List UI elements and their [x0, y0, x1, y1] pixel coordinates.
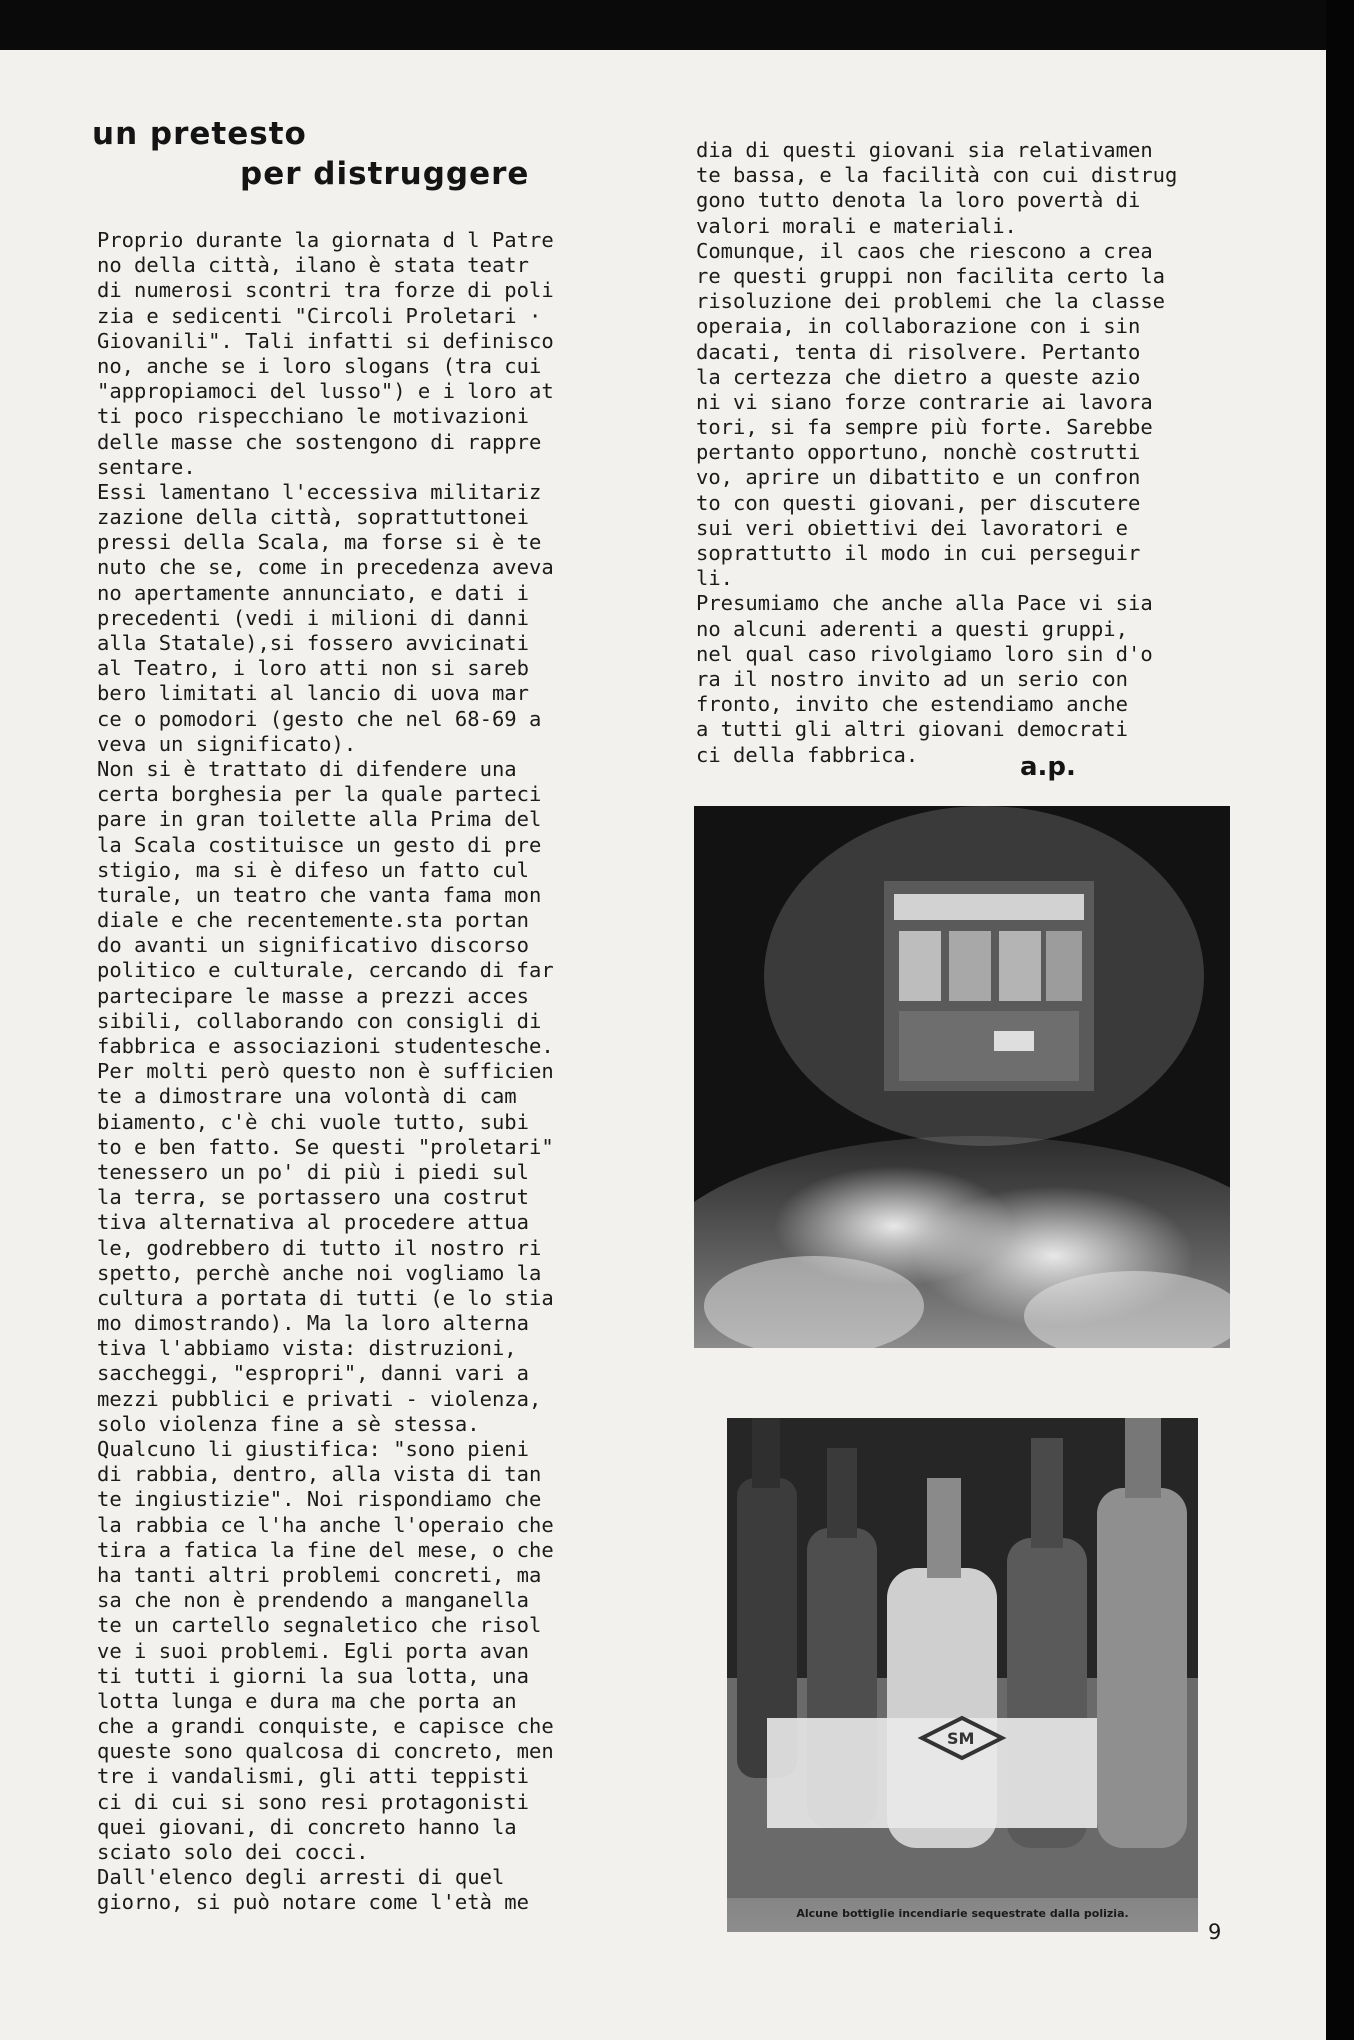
left-column-line: certa borghesia per la quale parteci [97, 782, 542, 807]
left-column-line: fabbrica e associazioni studentesche. [97, 1034, 554, 1058]
left-column-line: te un cartello segnaletico che risol [97, 1613, 542, 1638]
magazine-page [0, 50, 1326, 2040]
left-column-line: lotta lunga e dura ma che porta an [97, 1688, 517, 1713]
bottles-photo [727, 1418, 1198, 1932]
left-column-line: tira a fatica la fine del mese, o che [97, 1537, 554, 1562]
left-column-line: mezzi pubblici e privati - violenza, [97, 1386, 542, 1411]
svg-text:SM: SM [947, 1729, 975, 1748]
left-column-line: spetto, perchè anche noi vogliamo la [97, 1260, 542, 1285]
left-column-line: al Teatro, i loro atti non si sareb [97, 656, 529, 681]
right-column-line: ni vi siano forze contrarie ai lavora [696, 389, 1153, 414]
left-column-line: ti tutti i giorni la sua lotta, una [97, 1663, 529, 1688]
left-column-line: delle masse che sostengono di rappre [97, 429, 542, 454]
left-column-line: cultura a portata di tutti (e lo stia [97, 1285, 554, 1310]
right-column-line: ci della fabbrica. [696, 742, 919, 767]
left-column-line: alla Statale),si fossero avvicinati [97, 631, 529, 655]
right-column-line: fronto, invito che estendiamo anche [696, 692, 1128, 717]
right-column-line: pertanto opportuno, nonchè costrutti [696, 440, 1141, 465]
left-column-line: la terra, se portassero una costrut [97, 1185, 529, 1210]
left-column-line: tiva l'abbiamo vista: distruzioni, [97, 1336, 517, 1361]
left-column-line: sibili, collaborando con consigli di [97, 1008, 542, 1033]
left-column-line: di numerosi scontri tra forze di poli [97, 278, 554, 303]
page-number: 9 [1208, 1920, 1222, 1944]
right-column-line: soprattutto il modo in cui perseguir [696, 541, 1141, 565]
left-column-line: zazione della città, soprattuttonei [97, 505, 529, 530]
right-column-line: to con questi giovani, per discutere [696, 490, 1141, 515]
left-column-line: no, anche se i loro slogans (tra cui [97, 353, 542, 378]
scan-border [1326, 0, 1354, 2040]
right-column-line: Comunque, il caos che riescono a crea [696, 238, 1153, 263]
right-column-line: la certezza che dietro a queste azio [696, 364, 1141, 389]
left-column-line: mo dimostrando). Ma la loro alterna [97, 1311, 529, 1336]
left-column-line: queste sono qualcosa di concreto, men [97, 1739, 554, 1764]
right-column-line: operaia, in collaborazione con i sin [696, 314, 1141, 339]
tram-photo [694, 806, 1230, 1348]
left-column-line: saccheggi, "espropri", danni vari a [97, 1361, 529, 1386]
left-column-line: Essi lamentano l'eccessiva militariz [97, 479, 542, 504]
right-column-line: Presumiamo che anche alla Pace vi sia [696, 591, 1153, 616]
left-column-line: pare in gran toilette alla Prima del [97, 807, 542, 832]
left-column-line: sentare. [97, 454, 196, 479]
right-column-line: vo, aprire un dibattito e un confron [696, 465, 1141, 490]
left-column-line: partecipare le masse a prezzi acces [97, 983, 529, 1008]
right-column-line: re questi gruppi non facilita certo la [696, 263, 1165, 288]
left-column-line: no apertamente annunciato, e dati i [97, 580, 529, 605]
left-column-line: sciato solo dei cocci. [97, 1840, 369, 1864]
left-column-line: ha tanti altri problemi concreti, ma [97, 1562, 542, 1587]
right-column-line: li. [696, 566, 734, 591]
left-column-line: te ingiustizie". Noi rispondiamo che [97, 1487, 542, 1512]
left-column-line: Dall'elenco degli arresti di quel [97, 1865, 505, 1890]
left-column-line: ve i suoi problemi. Egli porta avan [97, 1638, 529, 1663]
left-column-line: ci di cui si sono resi protagonisti [97, 1789, 529, 1814]
right-column-line: a tutti gli altri giovani democrati [696, 717, 1128, 742]
left-column-line: Qualcuno li giustifica: "sono pieni [97, 1437, 529, 1461]
left-column-line: che a grandi conquiste, e capisce che [97, 1714, 554, 1739]
left-column-line: ce o pomodori (gesto che nel 68-69 a [97, 706, 542, 731]
left-column-line: tiva alternativa al procedere attua [97, 1210, 529, 1235]
article-title-line-1: un pretesto [92, 116, 307, 152]
right-column-line: valori morali e materiali. [696, 213, 1017, 238]
right-column-line: te bassa, e la facilità con cui distrug [696, 163, 1178, 188]
left-column-line: Non si è trattato di difendere una [97, 756, 517, 781]
left-column-line: no della città, ilano è stata teatr [97, 253, 529, 278]
right-column-line: tori, si fa sempre più forte. Sarebbe [696, 415, 1153, 440]
left-column-line: ti poco rispecchiano le motivazioni [97, 404, 529, 429]
left-column-line: la rabbia ce l'ha anche l'operaio che [97, 1512, 554, 1537]
left-column-line: precedenti (vedi i milioni di danni [97, 605, 529, 630]
left-column-line: turale, un teatro che vanta fama mon [97, 882, 542, 907]
left-column-line: giorno, si può notare come l'età me [97, 1890, 529, 1915]
left-column-line: pressi della Scala, ma forse si è te [97, 530, 542, 555]
right-text-column [696, 138, 1177, 768]
left-column-line: solo violenza fine a sè stessa. [97, 1411, 480, 1436]
left-column-line: zia e sedicenti "Circoli Proletari · [97, 303, 542, 328]
author-signature: a.p. [1020, 752, 1076, 782]
left-column-line: politico e culturale, cercando di far [97, 958, 554, 983]
right-column-line: dacati, tenta di risolvere. Pertanto [696, 339, 1141, 364]
left-column-line: stigio, ma si è difeso un fatto cul [97, 857, 529, 882]
left-column-line: biamento, c'è chi vuole tutto, subi [97, 1109, 529, 1134]
left-column-line: Giovanili". Tali infatti si definisco [97, 328, 554, 353]
left-column-line: te a dimostrare una volontà di cam [97, 1084, 517, 1109]
left-column-line: "appropiamoci del lusso") e i loro at [97, 379, 554, 404]
bottles-photo-caption: Alcune bottiglie incendiarie sequestrate dalla polizia. [796, 1907, 1129, 1920]
left-column-line: di rabbia, dentro, alla vista di tan [97, 1462, 542, 1487]
left-column-line: tenessero un po' di più i piedi sul [97, 1159, 529, 1184]
left-column-line: bero limitati al lancio di uova mar [97, 681, 529, 706]
left-column-line: to e ben fatto. Se questi "proletari" [97, 1134, 554, 1159]
left-column-line: quei giovani, di concreto hanno la [97, 1814, 517, 1839]
left-column-line: Per molti però questo non è sufficien [97, 1059, 554, 1084]
right-column-line: no alcuni aderenti a questi gruppi, [696, 616, 1128, 641]
left-text-column [97, 228, 554, 1916]
tram-photo-graphic [694, 806, 1230, 1348]
left-column-line: veva un significato). [97, 731, 357, 756]
left-column-line: do avanti un significativo discorso [97, 933, 529, 958]
right-column-line: sui veri obiettivi dei lavoratori e [696, 515, 1128, 540]
left-column-line: le, godrebbero di tutto il nostro ri [97, 1235, 542, 1260]
right-column-line: gono tutto denota la loro povertà di [696, 188, 1141, 213]
right-column-line: ra il nostro invito ad un serio con [696, 666, 1128, 691]
left-column-line: la Scala costituisce un gesto di pre [97, 832, 542, 857]
right-column-line: risoluzione dei problemi che la classe [696, 289, 1165, 314]
left-column-line: tre i vandalismi, gli atti teppisti [97, 1764, 529, 1789]
left-column-line: nuto che se, come in precedenza aveva [97, 555, 554, 580]
left-column-line: sa che non è prendendo a manganella [97, 1588, 529, 1613]
right-column-line: nel qual caso rivolgiamo loro sin d'o [696, 641, 1153, 666]
bottles-photo-graphic [727, 1418, 1198, 1898]
article-title-line-2: per distruggere [240, 156, 530, 192]
left-column-line: Proprio durante la giornata d l Patre [97, 228, 554, 252]
right-column-line: dia di questi giovani sia relativamen [696, 138, 1153, 162]
left-column-line: diale e che recentemente.sta portan [97, 908, 529, 933]
